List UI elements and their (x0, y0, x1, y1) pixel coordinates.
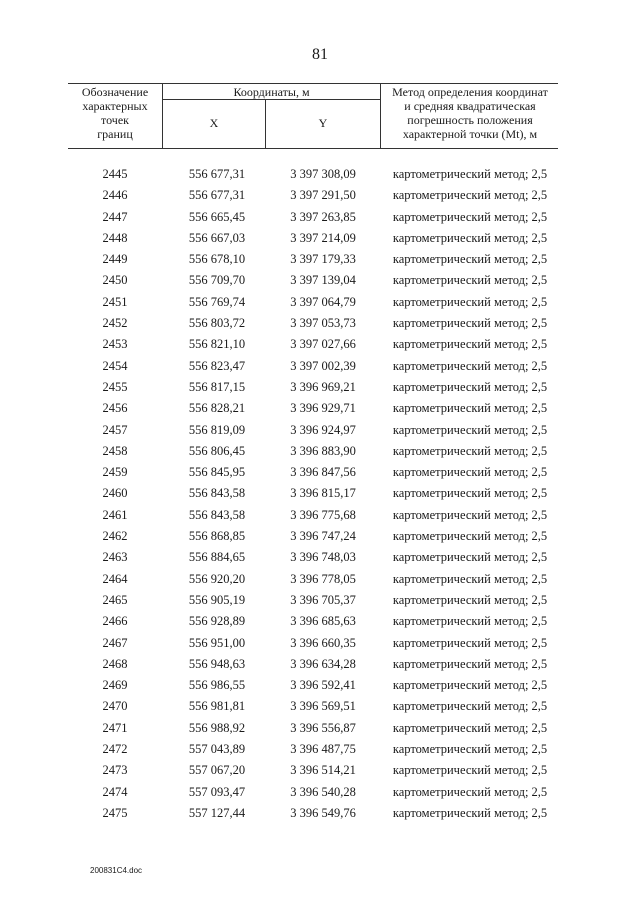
table-row (0, 164, 640, 185)
method-cell: картометрический метод; 2,5 (392, 486, 548, 501)
method-cell: картометрический метод; 2,5 (392, 167, 548, 181)
method-cell: картометрический метод; 2,5 (392, 571, 548, 586)
point-id-cell: 2462 (102, 529, 128, 544)
y-coordinate-cell: 3 397 291,50 (290, 188, 356, 203)
table-row (0, 611, 640, 632)
method-cell: картометрический метод; 2,5 (392, 443, 548, 458)
x-coordinate-cell: 556 803,72 (188, 316, 246, 331)
table-row (0, 377, 640, 398)
point-id-cell: 2458 (102, 443, 128, 458)
method-cell: картометрический метод; 2,5 (392, 614, 548, 629)
x-coordinate-cell: 556 948,63 (188, 656, 246, 671)
method-cell: картометрический метод; 2,5 (392, 422, 548, 437)
point-id-cell: 2460 (102, 486, 128, 501)
point-id-cell: 2445 (102, 167, 128, 181)
point-id-cell: 2457 (102, 422, 128, 437)
header-divider-3 (380, 83, 381, 148)
method-cell: картометрический метод; 2,5 (392, 529, 548, 544)
y-coordinate-cell: 3 396 660,35 (290, 635, 356, 650)
point-id-cell: 2467 (102, 635, 128, 650)
point-id-cell: 2466 (102, 614, 128, 629)
table-row (0, 739, 640, 760)
y-coordinate-cell: 3 396 883,90 (290, 443, 356, 458)
method-cell: картометрический метод; 2,5 (392, 699, 548, 714)
method-cell: картометрический метод; 2,5 (392, 230, 548, 245)
point-id-cell: 2448 (102, 230, 128, 245)
method-cell: картометрический метод; 2,5 (392, 678, 548, 693)
y-coordinate-cell: 3 396 705,37 (290, 592, 356, 607)
table-row (0, 505, 640, 526)
table-row (0, 356, 640, 377)
x-coordinate-cell: 556 817,15 (188, 379, 246, 394)
point-id-cell: 2449 (102, 252, 128, 267)
x-coordinate-cell: 556 981,81 (188, 699, 246, 714)
method-cell: картометрический метод; 2,5 (392, 273, 548, 288)
table-row (0, 420, 640, 441)
y-coordinate-cell: 3 396 540,28 (290, 784, 356, 799)
y-coordinate-cell: 3 396 487,75 (290, 742, 356, 757)
y-coordinate-cell: 3 396 969,21 (290, 379, 356, 394)
y-coordinate-cell: 3 396 929,71 (290, 401, 356, 416)
table-row (0, 398, 640, 419)
x-coordinate-cell: 556 988,92 (188, 720, 246, 735)
table-row (0, 313, 640, 334)
method-cell: картометрический метод; 2,5 (392, 252, 548, 267)
header-x: X (209, 116, 219, 130)
y-coordinate-cell: 3 397 214,09 (290, 230, 356, 245)
method-cell: картометрический метод; 2,5 (392, 294, 548, 309)
x-coordinate-cell: 556 951,00 (188, 635, 246, 650)
table-row (0, 441, 640, 462)
point-id-cell: 2463 (102, 550, 128, 565)
x-coordinate-cell: 556 667,03 (188, 230, 246, 245)
table-row (0, 547, 640, 568)
table-row (0, 292, 640, 313)
table-row (0, 654, 640, 675)
x-coordinate-cell: 556 828,21 (188, 401, 246, 416)
y-coordinate-cell: 3 396 634,28 (290, 656, 356, 671)
y-coordinate-cell: 3 396 556,87 (290, 720, 356, 735)
y-coordinate-cell: 3 397 053,73 (290, 316, 356, 331)
point-id-cell: 2454 (102, 358, 128, 373)
point-id-cell: 2456 (102, 401, 128, 416)
point-id-cell: 2453 (102, 337, 128, 352)
point-id-cell: 2475 (102, 805, 128, 820)
method-cell: картометрический метод; 2,5 (392, 550, 548, 565)
point-id-cell: 2465 (102, 592, 128, 607)
point-id-cell: 2471 (102, 720, 128, 735)
x-coordinate-cell: 557 043,89 (188, 742, 246, 757)
x-coordinate-cell: 556 905,19 (188, 592, 246, 607)
x-coordinate-cell: 556 845,95 (188, 465, 246, 480)
method-cell: картометрический метод; 2,5 (392, 401, 548, 416)
header-point-designation: Обозначение характерных точек границ (81, 85, 149, 141)
y-coordinate-cell: 3 396 924,97 (290, 422, 356, 437)
y-coordinate-cell: 3 396 778,05 (290, 571, 356, 586)
method-cell: картометрический метод; 2,5 (392, 742, 548, 757)
table-row (0, 760, 640, 781)
table-row (0, 569, 640, 590)
method-cell: картометрический метод; 2,5 (392, 188, 548, 203)
point-id-cell: 2473 (102, 763, 128, 778)
y-coordinate-cell: 3 396 569,51 (290, 699, 356, 714)
table-row (0, 228, 640, 249)
table-row (0, 696, 640, 717)
header-bottom-rule (68, 148, 558, 149)
x-coordinate-cell: 556 821,10 (188, 337, 246, 352)
y-coordinate-cell: 3 397 064,79 (290, 294, 356, 309)
x-coordinate-cell: 556 884,65 (188, 550, 246, 565)
x-coordinate-cell: 556 843,58 (188, 486, 246, 501)
point-id-cell: 2451 (102, 294, 128, 309)
x-coordinate-cell: 556 819,09 (188, 422, 246, 437)
y-coordinate-cell: 3 397 027,66 (290, 337, 356, 352)
method-cell: картометрический метод; 2,5 (392, 337, 548, 352)
method-cell: картометрический метод; 2,5 (392, 720, 548, 735)
point-id-cell: 2468 (102, 656, 128, 671)
y-coordinate-cell: 3 396 748,03 (290, 550, 356, 565)
method-cell: картометрический метод; 2,5 (392, 358, 548, 373)
point-id-cell: 2447 (102, 209, 128, 224)
x-coordinate-cell: 556 928,89 (188, 614, 246, 629)
header-top-rule (68, 83, 558, 84)
table-row (0, 675, 640, 696)
table-row (0, 462, 640, 483)
table-row (0, 249, 640, 270)
method-cell: картометрический метод; 2,5 (392, 784, 548, 799)
point-id-cell: 2469 (102, 678, 128, 693)
table-row (0, 590, 640, 611)
method-cell: картометрический метод; 2,5 (392, 316, 548, 331)
table-row (0, 207, 640, 228)
x-coordinate-cell: 556 709,70 (188, 273, 246, 288)
method-cell: картометрический метод; 2,5 (392, 763, 548, 778)
point-id-cell: 2446 (102, 188, 128, 203)
point-id-cell: 2470 (102, 699, 128, 714)
x-coordinate-cell: 557 093,47 (188, 784, 246, 799)
x-coordinate-cell: 556 665,45 (188, 209, 246, 224)
x-coordinate-cell: 556 678,10 (188, 252, 246, 267)
method-cell: картометрический метод; 2,5 (392, 465, 548, 480)
method-cell: картометрический метод; 2,5 (392, 507, 548, 522)
y-coordinate-cell: 3 396 815,17 (290, 486, 356, 501)
table-row (0, 483, 640, 504)
method-cell: картометрический метод; 2,5 (392, 209, 548, 224)
y-coordinate-cell: 3 397 179,33 (290, 252, 356, 267)
x-coordinate-cell: 556 986,55 (188, 678, 246, 693)
y-coordinate-cell: 3 396 775,68 (290, 507, 356, 522)
point-id-cell: 2450 (102, 273, 128, 288)
footer-filename: 200831C4.doc (90, 866, 143, 875)
y-coordinate-cell: 3 397 139,04 (290, 273, 356, 288)
method-cell: картометрический метод; 2,5 (392, 592, 548, 607)
x-coordinate-cell: 556 843,58 (188, 507, 246, 522)
point-id-cell: 2455 (102, 379, 128, 394)
x-coordinate-cell: 556 677,31 (188, 188, 246, 203)
point-id-cell: 2474 (102, 784, 128, 799)
y-coordinate-cell: 3 396 847,56 (290, 465, 356, 480)
header-y: Y (318, 116, 328, 130)
x-coordinate-cell: 556 868,85 (188, 529, 246, 544)
y-coordinate-cell: 3 396 592,41 (290, 678, 356, 693)
y-coordinate-cell: 3 397 308,09 (290, 167, 356, 181)
table-row (0, 782, 640, 803)
point-id-cell: 2452 (102, 316, 128, 331)
y-coordinate-cell: 3 397 002,39 (290, 358, 356, 373)
method-cell: картометрический метод; 2,5 (392, 805, 548, 820)
method-cell: картометрический метод; 2,5 (392, 635, 548, 650)
table-row (0, 334, 640, 355)
y-coordinate-cell: 3 396 685,63 (290, 614, 356, 629)
coordinates-sub-rule (162, 99, 380, 100)
y-coordinate-cell: 3 396 747,24 (290, 529, 356, 544)
page-number: 81 (312, 46, 328, 63)
point-id-cell: 2472 (102, 742, 128, 757)
method-cell: картометрический метод; 2,5 (392, 656, 548, 671)
table-row (0, 185, 640, 206)
x-coordinate-cell: 556 920,20 (188, 571, 246, 586)
table-body (0, 164, 640, 824)
x-coordinate-cell: 556 769,74 (188, 294, 246, 309)
y-coordinate-cell: 3 396 549,76 (290, 805, 356, 820)
table-row (0, 526, 640, 547)
point-id-cell: 2464 (102, 571, 128, 586)
x-coordinate-cell: 556 677,31 (188, 167, 246, 181)
header-method: Метод определения координат и средняя квадратическая погрешность положения характерной точки (Mt), м (392, 85, 548, 141)
x-coordinate-cell: 557 067,20 (188, 763, 246, 778)
table-row (0, 633, 640, 654)
point-id-cell: 2459 (102, 465, 128, 480)
x-coordinate-cell: 556 806,45 (188, 443, 246, 458)
x-coordinate-cell: 557 127,44 (188, 805, 246, 820)
table-row (0, 270, 640, 291)
y-coordinate-cell: 3 396 514,21 (290, 763, 356, 778)
x-coordinate-cell: 556 823,47 (188, 358, 246, 373)
table-row (0, 718, 640, 739)
header-coordinates: Координаты, м (233, 85, 310, 99)
method-cell: картометрический метод; 2,5 (392, 379, 548, 394)
point-id-cell: 2461 (102, 507, 128, 522)
y-coordinate-cell: 3 397 263,85 (290, 209, 356, 224)
table-row (0, 803, 640, 824)
